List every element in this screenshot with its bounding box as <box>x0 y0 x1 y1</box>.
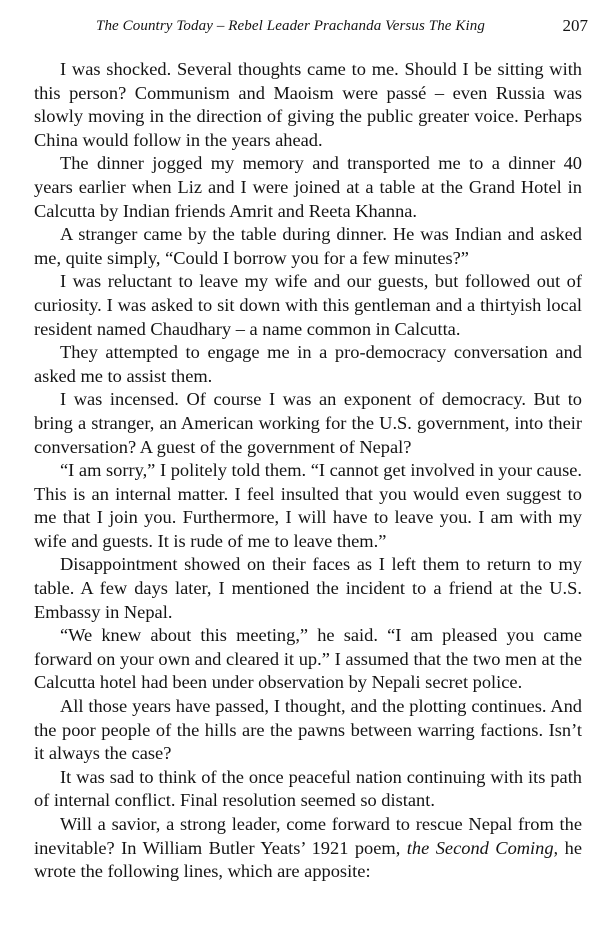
paragraph-10: All those years have passed, I thought, and the plotting continues. And the poor people of the hills are the pawns between warring factions. Isn’t it always the case? <box>34 696 582 764</box>
paragraph-4: I was reluctant to leave my wife and our guests, but followed out of curiosity. I was asked to sit down with this gentleman and a thirtyish local resident named Chaudhary – a name common in Calcutta. <box>34 271 582 339</box>
paragraph-12 <box>34 813 582 884</box>
paragraph-6: I was incensed. Of course I was an exponent of democracy. But to bring a stranger, an American working for the U.S. government, into their conversation? A guest of the government of Nepal? <box>34 389 582 457</box>
paragraph-1: I was shocked. Several thoughts came to me. Should I be sitting with this person? Communism and Maoism were passé – even Russia was slowly moving in the direction of giving the public greater voice. Perhaps China would follow in the years ahead. <box>34 59 582 150</box>
paragraph-2: The dinner jogged my memory and transported me to a dinner 40 years earlier when Liz and I were joined at a table at the Grand Hotel in Calcutta by Indian friends Amrit and Reeta Khanna. <box>34 153 582 221</box>
paragraph-5: They attempted to engage me in a pro-democracy conversation and asked me to assist them. <box>34 342 582 386</box>
body-text <box>34 58 582 884</box>
running-header <box>0 16 600 46</box>
page-number: 207 <box>562 16 588 35</box>
paragraph-3: A stranger came by the table during dinner. He was Indian and asked me, quite simply, “Could I borrow you for a few minutes?” <box>34 224 582 268</box>
paragraph-11: It was sad to think of the once peaceful nation continuing with its path of internal conflict. Final resolution seemed so distant. <box>34 766 582 811</box>
paragraph-12-lead: Will a savior, a strong leader, come forward to rescue Nepal from the inevitable? In William Butler Yeats’ 1921 poem, <box>34 814 582 858</box>
paragraph-9: “We knew about this meeting,” he said. “I am pleased you came forward on your own and cleared it up.” I assumed that the two men at the Calcutta hotel had been under observation by Nepali secret police. <box>34 625 582 693</box>
paragraph-12-tail: he wrote the following lines, which are apposite: <box>34 837 582 882</box>
paragraph-7: “I am sorry,” I politely told them. “I cannot get involved in your cause. This is an internal matter. I feel insulted that you would even suggest to me that I join you. Furthermore, I will have to leave you. I am with my wife and guests. It is rude of me to leave them.” <box>34 460 582 551</box>
poem-title: the Second Coming, <box>406 837 559 858</box>
running-title: The Country Today – Rebel Leader Prachanda Versus The King <box>96 18 485 34</box>
paragraph-8: Disappointment showed on their faces as I left them to return to my table. A few days later, I mentioned the incident to a friend at the U.S. Embassy in Nepal. <box>34 554 582 622</box>
